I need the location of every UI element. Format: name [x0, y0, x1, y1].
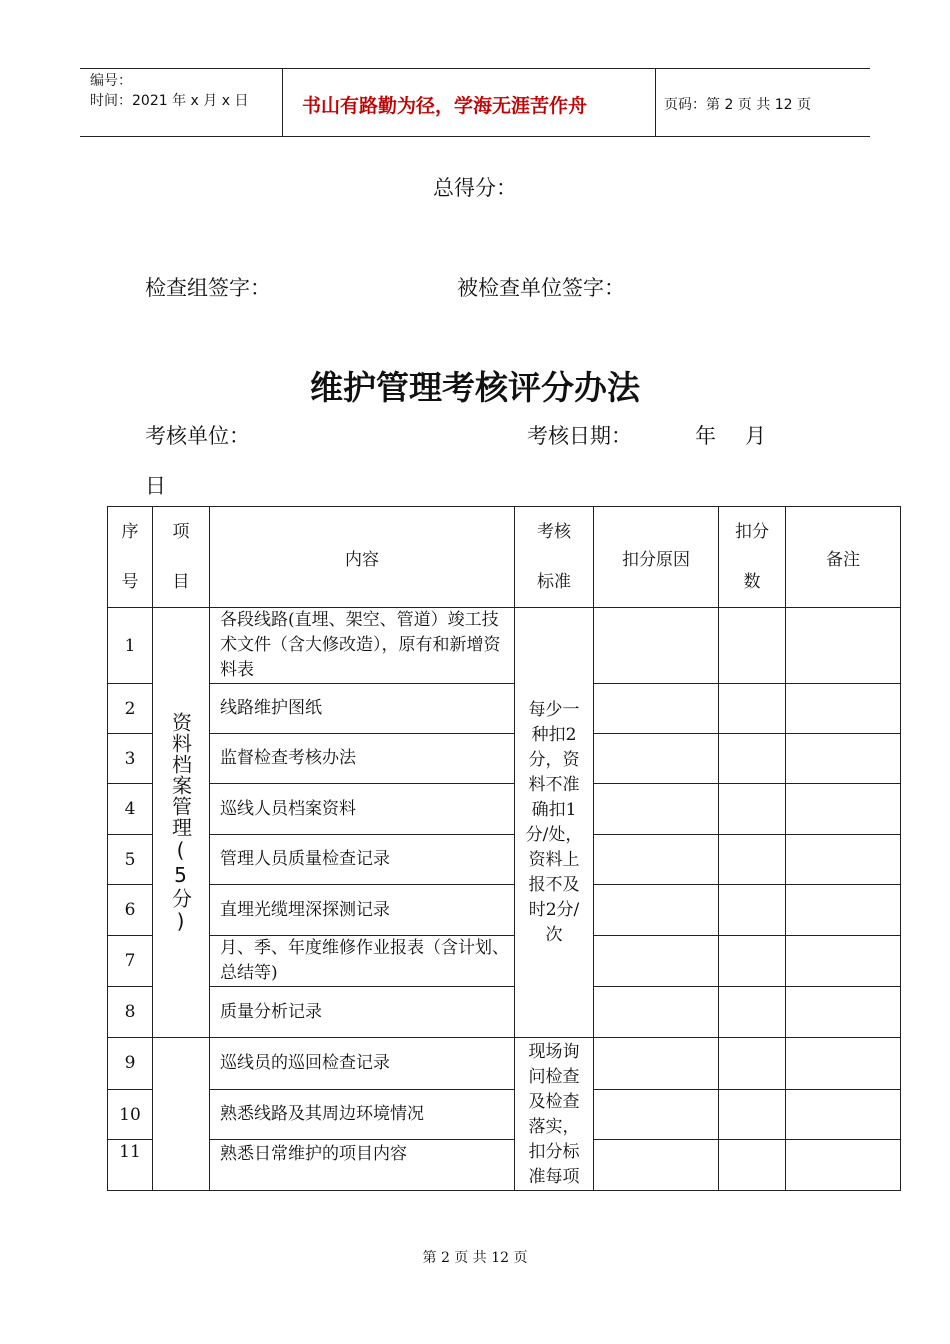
header-standard: 考核标准 — [515, 507, 594, 608]
row-content: 巡线员的巡回检查记录 — [210, 1038, 515, 1090]
page-footer: 第 2 页 共 12 页 — [422, 1250, 528, 1266]
assessment-unit-label: 考核单位： — [145, 424, 250, 448]
row-number: 10 — [108, 1089, 153, 1140]
deduction-points-cell — [719, 608, 786, 684]
row-content: 月、季、年度维修作业报表（含计划、总结等) — [210, 936, 515, 987]
remarks-cell — [786, 1038, 901, 1090]
deduction-points-cell — [719, 1140, 786, 1191]
table-row — [108, 987, 901, 1038]
table-header-row — [108, 507, 901, 608]
deduction-points-cell — [719, 734, 786, 784]
row-number: 6 — [108, 885, 153, 936]
motto: 书山有路勤为径，学海无涯苦作舟 — [302, 95, 588, 117]
row-number: 5 — [108, 835, 153, 885]
deduction-points-cell — [719, 885, 786, 936]
deduction-points-cell — [719, 1038, 786, 1090]
page-title: 维护管理考核评分办法 — [310, 368, 640, 407]
header-divider-right — [655, 68, 656, 136]
number-label: 编号： — [90, 73, 132, 89]
table-row — [108, 734, 901, 784]
table-row — [108, 1089, 901, 1140]
assessment-month: 月 — [745, 424, 766, 448]
row-content: 巡线人员档案资料 — [210, 784, 515, 835]
table-row — [108, 684, 901, 734]
remarks-cell — [786, 1089, 901, 1140]
header-points: 扣分数 — [719, 507, 786, 608]
inspection-group-signature: 检查组签字： — [145, 276, 271, 300]
header-item: 项目 — [153, 507, 210, 608]
deduction-reason-cell — [594, 608, 719, 684]
deduction-points-cell — [719, 784, 786, 835]
deduction-reason-cell — [594, 1038, 719, 1090]
deduction-reason-cell — [594, 987, 719, 1038]
deduction-points-cell — [719, 835, 786, 885]
deduction-points-cell — [719, 684, 786, 734]
group-item-archives: 资料档案管理(5分) — [153, 608, 210, 1038]
assessment-day: 日 — [145, 474, 166, 498]
remarks-cell — [786, 936, 901, 987]
table-row — [108, 885, 901, 936]
deduction-reason-cell — [594, 734, 719, 784]
assessment-year: 年 — [695, 424, 716, 448]
header-bottom-rule — [80, 136, 870, 137]
remarks-cell — [786, 608, 901, 684]
row-number: 2 — [108, 684, 153, 734]
deduction-points-cell — [719, 936, 786, 987]
table-row — [108, 1038, 901, 1090]
deduction-points-cell — [719, 1089, 786, 1140]
header-remarks: 备注 — [786, 507, 901, 608]
table-row — [108, 784, 901, 835]
header-top-rule — [80, 68, 870, 69]
row-number: 8 — [108, 987, 153, 1038]
remarks-cell — [786, 835, 901, 885]
header-seq: 序号 — [108, 507, 153, 608]
row-number: 1 — [108, 608, 153, 684]
group-standard-archives: 每少一种扣2分，资料不准确扣1分/处，资料上报不及时2分/次 — [515, 608, 594, 1038]
group-item-field — [153, 1038, 210, 1191]
row-number: 11 — [108, 1140, 153, 1191]
deduction-reason-cell — [594, 835, 719, 885]
deduction-reason-cell — [594, 936, 719, 987]
row-content: 线路维护图纸 — [210, 684, 515, 734]
time-label: 时间：2021 年 x 月 x 日 — [90, 93, 249, 109]
table-row — [108, 936, 901, 987]
scoring-table — [107, 506, 901, 1191]
table-row — [108, 608, 901, 684]
total-score-label: 总得分： — [433, 176, 517, 200]
deduction-reason-cell — [594, 684, 719, 734]
row-number: 9 — [108, 1038, 153, 1090]
header-divider-left — [282, 68, 283, 136]
inspected-unit-signature: 被检查单位签字： — [457, 276, 625, 300]
remarks-cell — [786, 885, 901, 936]
deduction-reason-cell — [594, 784, 719, 835]
page-info: 页码：第 2 页 共 12 页 — [664, 97, 811, 113]
row-content: 熟悉线路及其周边环境情况 — [210, 1089, 515, 1140]
row-content: 监督检查考核办法 — [210, 734, 515, 784]
remarks-cell — [786, 1140, 901, 1191]
header-reason: 扣分原因 — [594, 507, 719, 608]
deduction-reason-cell — [594, 885, 719, 936]
row-content: 管理人员质量检查记录 — [210, 835, 515, 885]
group-standard-field: 现场询问检查及检查落实，扣分标准每项 — [515, 1038, 594, 1191]
deduction-points-cell — [719, 987, 786, 1038]
remarks-cell — [786, 784, 901, 835]
assessment-date-label: 考核日期： — [527, 424, 632, 448]
row-content: 质量分析记录 — [210, 987, 515, 1038]
table-row — [108, 835, 901, 885]
remarks-cell — [786, 684, 901, 734]
row-number: 3 — [108, 734, 153, 784]
deduction-reason-cell — [594, 1089, 719, 1140]
remarks-cell — [786, 734, 901, 784]
deduction-reason-cell — [594, 1140, 719, 1191]
row-content: 熟悉日常维护的项目内容 — [210, 1140, 515, 1191]
row-content: 直埋光缆埋深探测记录 — [210, 885, 515, 936]
table-row — [108, 1140, 901, 1191]
row-number: 7 — [108, 936, 153, 987]
row-number: 4 — [108, 784, 153, 835]
header-content: 内容 — [210, 507, 515, 608]
row-content: 各段线路(直埋、架空、管道）竣工技术文件（含大修改造），原有和新增资料表 — [210, 608, 515, 684]
remarks-cell — [786, 987, 901, 1038]
